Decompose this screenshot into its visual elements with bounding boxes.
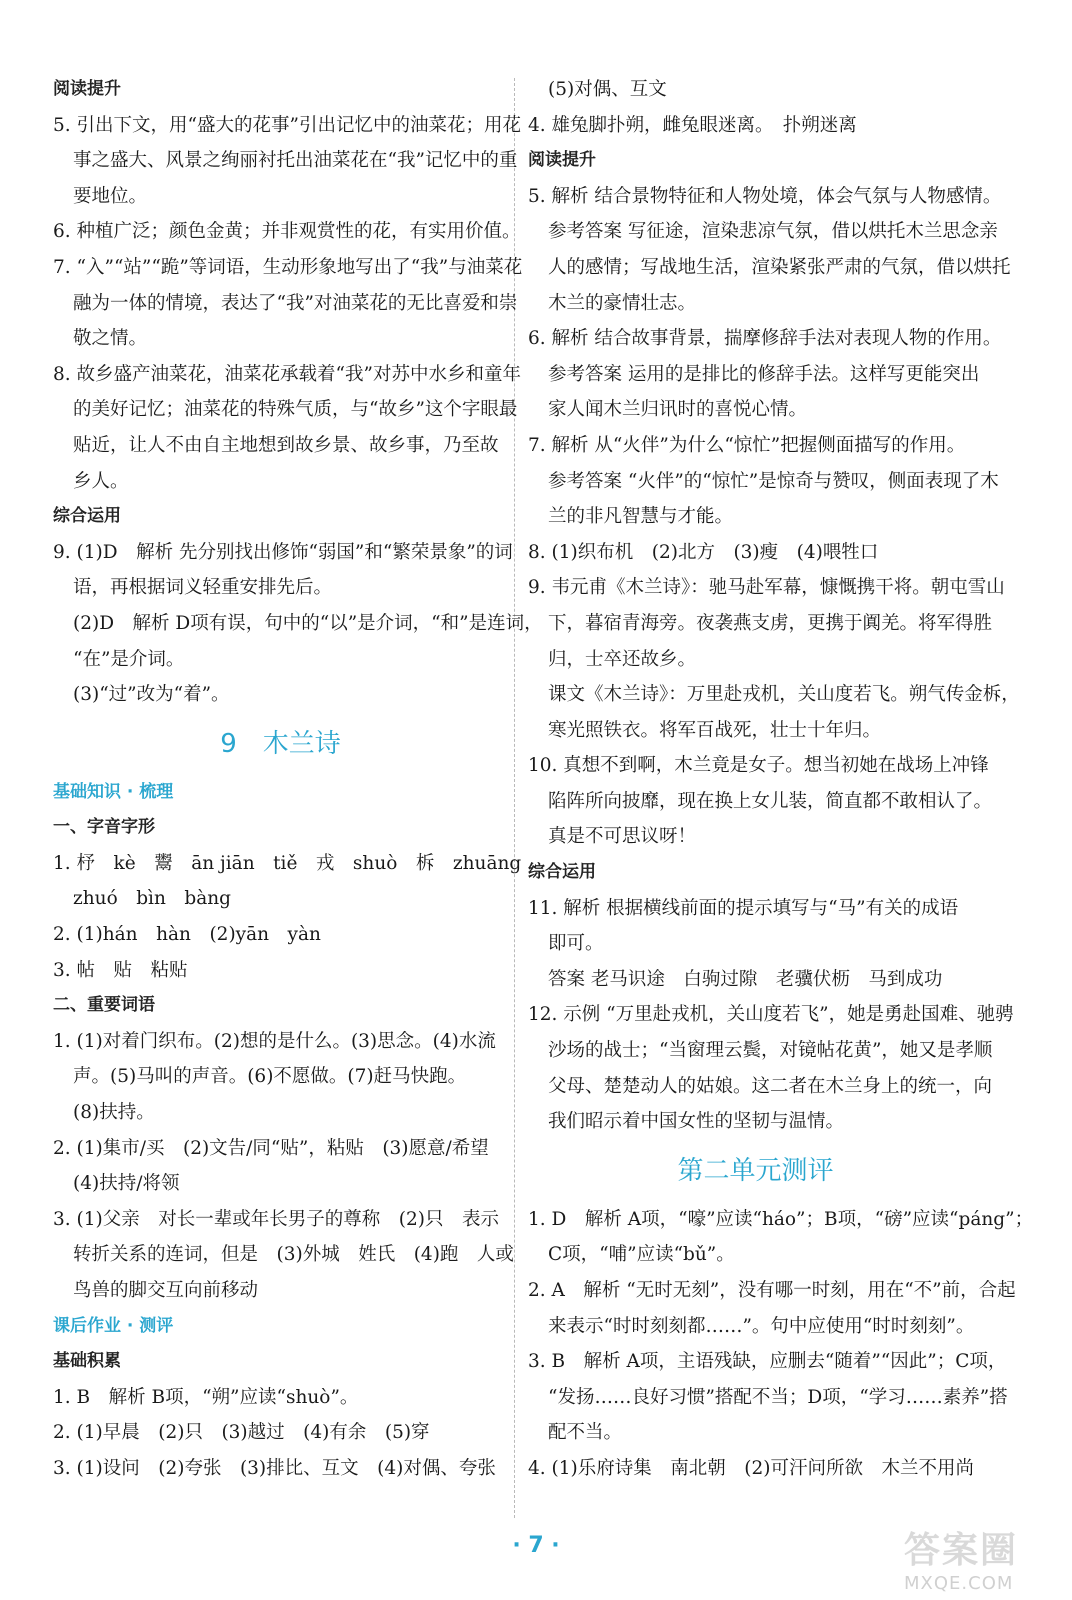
text-line: 事之盛大、风景之绚丽衬托出油菜花在“我”记忆中的重: [73, 150, 518, 172]
text-line: 8. (1)织布机 (2)北方 (3)瘦 (4)喂牲口: [528, 541, 879, 563]
text-line: 2. (1)早晨 (2)只 (3)越过 (4)有余 (5)穿: [53, 1422, 430, 1444]
text-line: 11. 解析 根据横线前面的提示填写与“马”有关的成语: [528, 897, 959, 919]
text-line: 木兰的豪情壮志。: [548, 292, 697, 314]
text-line: 人的感情；写战地生活，渲染紧张严肃的气氛，借以烘托: [548, 256, 1011, 278]
text-line: 沙场的战士；“当窗理云鬓，对镜帖花黄”，她又是孝顺: [548, 1040, 993, 1062]
text-line: 真是不可思议呀！: [548, 826, 697, 848]
section-heading: 基础积累: [53, 1351, 121, 1372]
text-line: 2. (1)集市/买 (2)文告/同“贴”，粘贴 (3)愿意/希望: [53, 1137, 489, 1159]
section-heading: 课后作业 · 测评: [53, 1315, 174, 1336]
text-line: 寒光照铁衣。将军百战死，壮士十年归。: [548, 719, 882, 741]
text-line: 融为一体的情境，表达了“我”对油菜花的无比喜爱和崇: [73, 292, 518, 314]
text-line: 3. 帖 贴 粘贴: [53, 959, 188, 981]
text-line: 敬之情。: [73, 328, 148, 350]
text-line: 1. 杼 kè 鬻 ān jiān tiě 戎 shuò 柝 zhuāng: [53, 852, 522, 874]
text-line: 6. 解析 结合故事背景，揣摩修辞手法对表现人物的作用。: [528, 328, 1002, 350]
watermark-line1: 答案圈: [904, 1530, 1019, 1571]
text-line: 10. 真想不到啊，木兰竟是女子。想当初她在战场上冲锋: [528, 755, 989, 777]
section-title: 第二单元测评: [677, 1155, 834, 1186]
text-line: zhuó bìn bàng: [73, 888, 232, 910]
text-line: (2)D 解析 D项有误，句中的“以”是介词，“和”是连词，: [73, 612, 543, 634]
text-line: 陷阵所向披靡，现在换上女儿装，简直都不敢相认了。: [548, 790, 993, 812]
text-line: 的美好记忆；油菜花的特殊气质，与“故乡”这个字眼最: [73, 399, 518, 421]
text-line: 1. D 解析 A项，“嚎”应读“háo”；B项，“磅”应读“páng”；: [528, 1208, 1034, 1230]
text-line: 鸟兽的脚交互向前移动: [73, 1280, 259, 1301]
text-line: 6. 种植广泛；颜色金黄；并非观赏性的花，有实用价值。: [53, 221, 521, 243]
text-line: 乡人。: [73, 470, 129, 492]
section-heading: 综合运用: [53, 506, 121, 527]
text-line: 3. (1)父亲 对长一辈或年长男子的尊称 (2)只 表示: [53, 1208, 499, 1230]
text-line: C项，“哺”应读“bǔ”。: [548, 1244, 735, 1266]
section-heading: 一、字音字形: [53, 817, 155, 838]
text-line: 语，再根据词义轻重安排先后。: [73, 577, 333, 599]
right-column: [528, 72, 1034, 1487]
text-line: 要地位。: [73, 185, 148, 207]
watermark-logo: [904, 1522, 1054, 1592]
left-column: [53, 72, 543, 1487]
text-line: 即可。: [548, 933, 604, 955]
text-line: 贴近，让人不由自主地想到故乡景、故乡事，乃至故: [73, 434, 499, 456]
page-number: · 7 ·: [512, 1533, 560, 1558]
text-line: 3. (1)设问 (2)夸张 (3)排比、互文 (4)对偶、夸张: [53, 1457, 496, 1479]
text-line: 课文《木兰诗》：万里赴戎机，关山度若飞。朔气传金柝，: [548, 684, 1020, 706]
section-title: 9 木兰诗: [220, 728, 341, 759]
text-line: 1. (1)对着门织布。(2)想的是什么。(3)思念。(4)水流: [53, 1030, 496, 1052]
section-heading: 二、重要词语: [53, 995, 155, 1016]
text-line: 我们昭示着中国女性的坚韧与温情。: [548, 1111, 845, 1133]
text-line: 配不当。: [548, 1422, 623, 1444]
text-line: 参考答案 “火伴”的“惊忙”是惊奇与赞叹，侧面表现了木: [548, 470, 999, 492]
text-line: (3)“过”改为“着”。: [73, 684, 230, 706]
text-line: 5. 引出下文，用“盛大的花事”引出记忆中的油菜花；用花: [53, 114, 521, 136]
text-line: 归，士卒还故乡。: [548, 648, 697, 670]
text-line: 2. A 解析 “无时无刻”，没有哪一时刻，用在“不”前，合起: [528, 1280, 1016, 1301]
text-line: (4)扶持/将领: [73, 1173, 180, 1195]
text-line: 3. B 解析 A项，主语残缺，应删去“随着”“因此”；C项，: [528, 1351, 1007, 1373]
text-line: 9. (1)D 解析 先分别找出修饰“弱国”和“繁荣景象”的词: [53, 541, 513, 563]
text-line: 参考答案 运用的是排比的修辞手法。这样写更能突出: [548, 363, 980, 385]
text-line: 转折关系的连词，但是 (3)外城 姓氏 (4)跑 人或: [73, 1244, 514, 1266]
watermark-line2: MXQE.COM: [904, 1573, 1014, 1594]
text-line: 4. (1)乐府诗集 南北朝 (2)可汗问所欲 木兰不用尚: [528, 1457, 974, 1479]
text-line: 8. 故乡盛产油菜花，油菜花承载着“我”对苏中水乡和童年: [53, 363, 521, 385]
text-line: 声。(5)马叫的声音。(6)不愿做。(7)赶马快跑。: [73, 1066, 467, 1088]
text-line: 2. (1)hán hàn (2)yān yàn: [53, 924, 321, 946]
text-line: 来表示“时时刻刻都……”。句中应使用“时时刻刻”。: [548, 1315, 975, 1337]
text-line: 家人闻木兰归讯时的喜悦心情。: [548, 399, 808, 421]
text-line: “发扬……良好习惯”搭配不当；D项，“学习……素养”搭: [548, 1386, 1008, 1408]
text-line: 答案 老马识途 白驹过隙 老骥伏枥 马到成功: [548, 968, 943, 990]
text-line: 7. “入”“站”“跪”等词语，生动形象地写出了“我”与油菜花: [53, 256, 523, 278]
text-line: 4. 雄兔脚扑朔，雌兔眼迷离。 扑朔迷离: [528, 114, 857, 136]
section-heading: 基础知识 · 梳理: [53, 781, 174, 802]
text-line: 父母、楚楚动人的姑娘。这二者在木兰身上的统一，向: [548, 1075, 993, 1097]
text-line: 下，暮宿青海旁。夜袭燕支虏，更携于阗羌。将军得胜: [548, 612, 993, 634]
text-line: 7. 解析 从“火伴”为什么“惊忙”把握侧面描写的作用。: [528, 434, 966, 456]
text-line: (8)扶持。: [73, 1102, 155, 1124]
section-heading: 阅读提升: [528, 150, 596, 171]
text-line: 12. 示例 “万里赴戎机，关山度若飞”，她是勇赴国难、驰骋: [528, 1004, 1014, 1026]
section-heading: 综合运用: [528, 862, 596, 883]
text-line: 9. 韦元甫《木兰诗》：驰马赴军幕，慷慨携干将。朝屯雪山: [528, 577, 1005, 599]
text-line: (5)对偶、互文: [548, 79, 667, 100]
text-line: 参考答案 写征途，渲染悲凉气氛，借以烘托木兰思念亲: [548, 221, 998, 243]
text-line: 兰的非凡智慧与才能。: [548, 506, 734, 528]
text-line: 1. B 解析 B项，“朔”应读“shuò”。: [53, 1386, 359, 1408]
section-heading: 阅读提升: [53, 79, 121, 99]
text-line: “在”是介词。: [73, 648, 185, 670]
text-line: 5. 解析 结合景物特征和人物处境，体会气氛与人物感情。: [528, 185, 1002, 207]
